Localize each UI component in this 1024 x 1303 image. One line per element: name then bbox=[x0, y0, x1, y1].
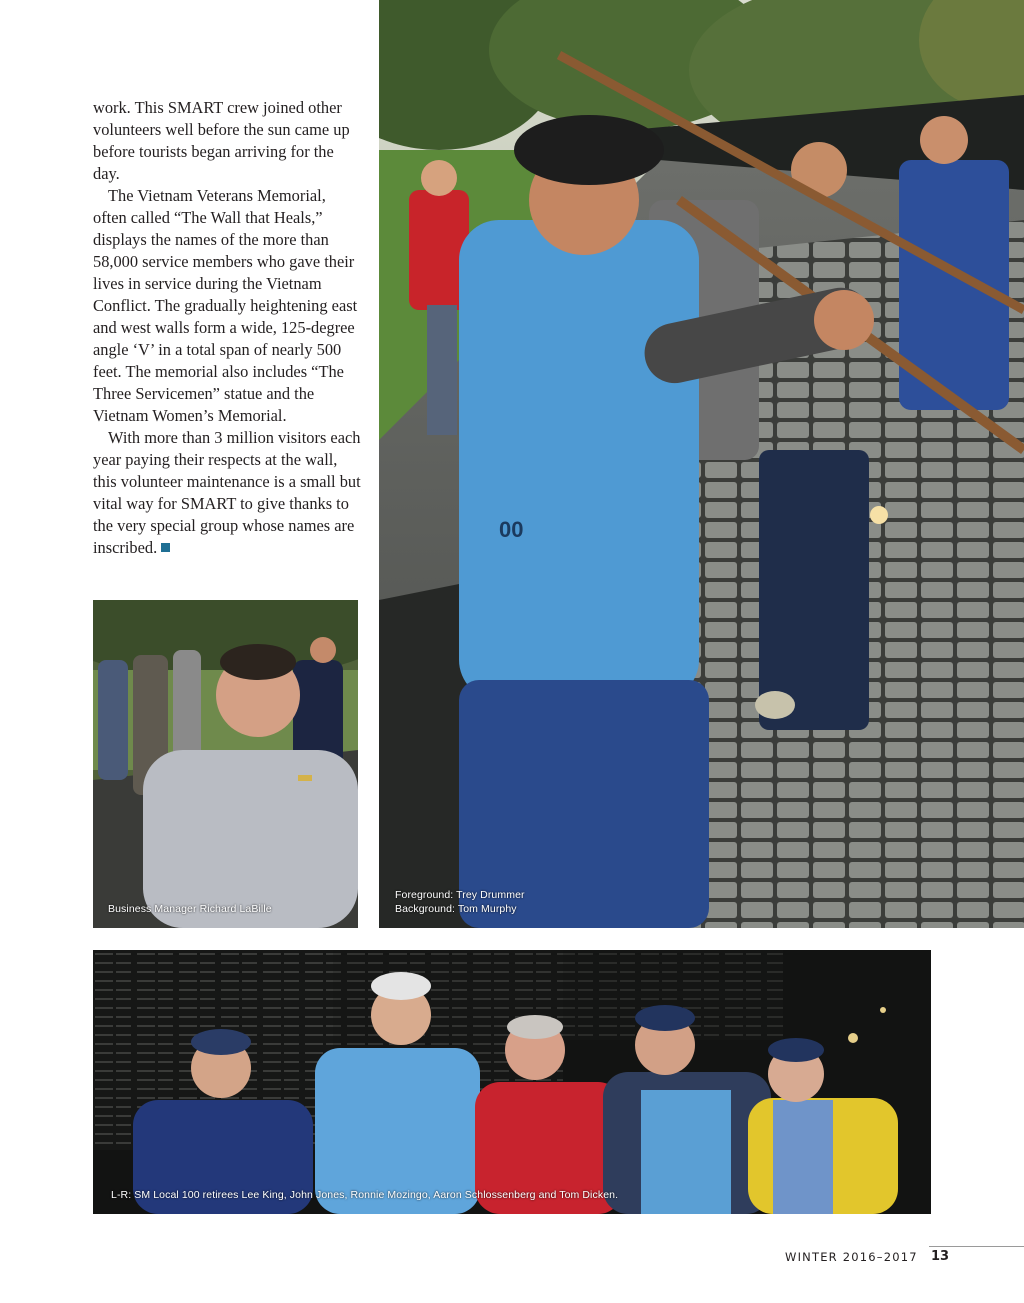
paragraph-3 bbox=[93, 427, 361, 559]
paragraph-2: The Vietnam Veterans Memorial, often called “The Wall that Heals,” displays the names of the more than 58,000 service members who gave their lives in service during the Vietnam Conflict. The gradually heightening east and west walls form a wide, 125-degree angle ‘V’ in a total span of nearly 500 feet. The memorial also includes “The Three Servicemen” statue and the Vietnam Women’s Memorial. bbox=[93, 186, 358, 425]
end-of-article-mark bbox=[161, 543, 170, 552]
small-photo bbox=[93, 600, 358, 928]
paragraph-1: work. This SMART crew joined other volunteers well before the sun came up before tourists began arriving for the day. bbox=[93, 98, 350, 183]
shirt-printed-number: 00 bbox=[499, 517, 524, 542]
main-photo-caption-line-1: Foreground: Trey Drummer bbox=[395, 889, 525, 901]
paragraph-3-text: With more than 3 million visitors each year paying their respects at the wall, this volunteer maintenance is a small but vital way for SMART to give thanks to the very special group whose names are inscribed. bbox=[93, 428, 361, 557]
folio-rule bbox=[929, 1246, 1024, 1247]
article-text bbox=[93, 97, 361, 559]
issue-label: WINTER 2016–2017 bbox=[785, 1250, 918, 1264]
small-photo-caption: Business Manager Richard LaBille bbox=[108, 903, 272, 915]
main-photo-caption-line-2: Background: Tom Murphy bbox=[395, 903, 517, 915]
group-photo bbox=[93, 950, 931, 1214]
main-photo bbox=[379, 0, 1024, 928]
group-photo-caption: L-R: SM Local 100 retirees Lee King, John Jones, Ronnie Mozingo, Aaron Schlossenberg and Tom Dicken. bbox=[111, 1189, 619, 1201]
page-number: 13 bbox=[931, 1249, 950, 1264]
main-photo-caption bbox=[395, 888, 525, 916]
